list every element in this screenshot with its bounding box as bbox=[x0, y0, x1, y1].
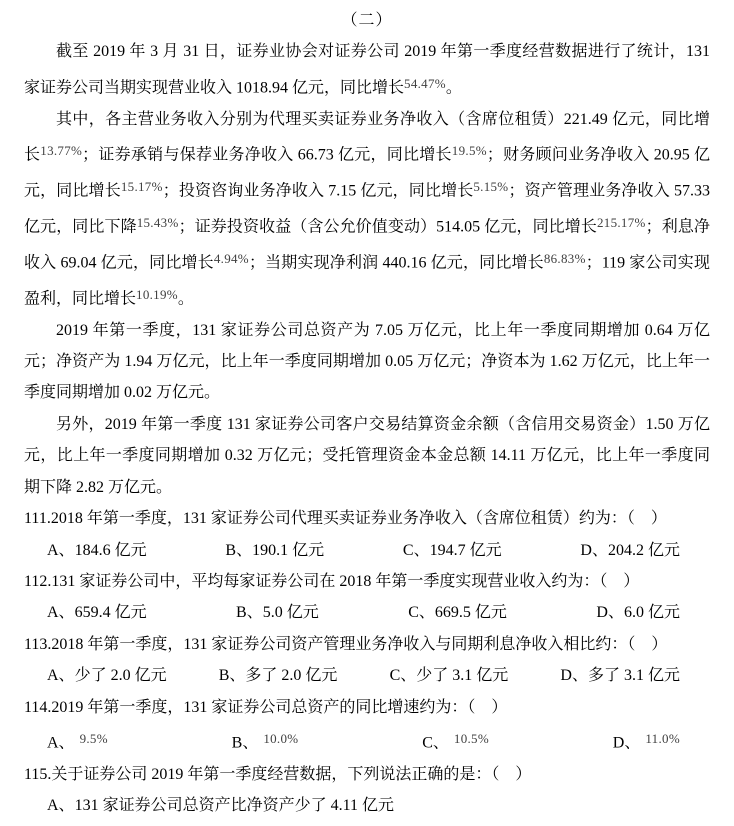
option-label: B、 bbox=[231, 734, 259, 752]
text-run: ；119 家公司实现盈利，同比增长 bbox=[24, 254, 710, 308]
option-D bbox=[560, 660, 680, 691]
option-label: D、 bbox=[560, 667, 588, 685]
percent-superscript: 4.94% bbox=[213, 250, 249, 266]
option-value: 少了 3.1 亿元 bbox=[416, 667, 509, 685]
option-C bbox=[390, 660, 509, 691]
option-label: B、 bbox=[236, 604, 263, 622]
option-B bbox=[219, 660, 338, 691]
text-run: ；证券投资收益（含公允价值变动）514.05 亿元，同比增长 bbox=[178, 218, 597, 236]
option-A bbox=[47, 797, 394, 814]
option-D bbox=[580, 535, 680, 566]
text-run: 2019 年第一季度，131 家证券公司总资产为 7.05 万亿元，比上年一季度同期增加 0.64 万亿元；净资产为 1.94 万亿元，比上年一季度同期增加 0.05 万亿元；净资本为 1.62 万亿元，比上年一季度同期增加 0.02 万亿元。 bbox=[24, 321, 710, 402]
option-label: A、 bbox=[47, 604, 75, 622]
percent-superscript: 86.83% bbox=[543, 250, 586, 266]
option-C bbox=[422, 723, 489, 759]
option-label: D、 bbox=[596, 604, 624, 622]
text-run: ；当期实现净利润 440.16 亿元，同比增长 bbox=[248, 254, 544, 272]
option-value: 184.6 亿元 bbox=[74, 541, 147, 559]
question-115 bbox=[24, 759, 710, 822]
text-run: 。 bbox=[445, 79, 462, 97]
text-run: ；资产管理业务净收入 57.33 亿元，同比下降 bbox=[24, 182, 710, 236]
question-111 bbox=[24, 503, 710, 566]
option-value: 194.7 亿元 bbox=[429, 541, 502, 559]
text-run: ；利息净收入 69.04 亿元，同比增长 bbox=[24, 218, 710, 272]
option-row bbox=[24, 597, 710, 628]
percent-superscript: 10.19% bbox=[136, 286, 178, 302]
question-113 bbox=[24, 629, 710, 692]
option-value: 669.5 亿元 bbox=[434, 604, 507, 622]
text-run: 其中，各主营业务收入分别为代理买卖证券业务净收入（含席位租赁）221.49 亿元，同比增长 bbox=[24, 110, 710, 164]
body-paragraph bbox=[24, 36, 710, 103]
option-value: 659.4 亿元 bbox=[74, 604, 147, 622]
option-label: A、 bbox=[47, 734, 75, 752]
text-run: 另外，2019 年第一季度 131 家证券公司客户交易结算资金余额（含信用交易资金）1.50 万亿元，比上年一季度同期增加 0.32 万亿元；受托管理资金本金总额 14.11 万亿元，比上年一季度同期下降 2.82 万亿元。 bbox=[24, 415, 710, 496]
percent-superscript: 19.5% bbox=[451, 143, 487, 159]
option-row bbox=[24, 660, 710, 691]
option-value: 6.0 亿元 bbox=[623, 604, 680, 622]
option-value: 9.5% bbox=[79, 730, 108, 746]
option-label: C、 bbox=[389, 667, 417, 685]
text-run: 截至 2019 年 3 月 31 日，证券业协会对证券公司 2019 年第一季度经营数据进行了统计，131 家证券公司当期实现营业收入 1018.94 亿元，同比增长 bbox=[24, 43, 710, 97]
percent-superscript: 15.43% bbox=[136, 214, 179, 230]
option-A bbox=[47, 723, 108, 759]
text-run: ；投资咨询业务净收入 7.15 亿元，同比增长 bbox=[162, 182, 474, 200]
percent-superscript: 5.15% bbox=[473, 179, 509, 195]
question-list bbox=[24, 503, 710, 822]
option-label: D、 bbox=[580, 541, 608, 559]
section-title: （二） bbox=[341, 12, 393, 29]
option-A bbox=[47, 660, 167, 691]
intro-paragraphs bbox=[24, 36, 710, 503]
option-label: C、 bbox=[408, 604, 435, 622]
text-run: ；证券承销与保荐业务净收入 66.73 亿元，同比增长 bbox=[82, 146, 452, 164]
option-row bbox=[24, 723, 710, 759]
option-label: B、 bbox=[218, 667, 246, 685]
option-label: A、 bbox=[47, 541, 75, 559]
option-label: B、 bbox=[225, 541, 253, 559]
option-B bbox=[236, 597, 319, 628]
option-value: 少了 2.0 亿元 bbox=[74, 667, 167, 685]
text-run: ；财务顾问业务净收入 20.95 亿元，同比增长 bbox=[24, 146, 710, 200]
body-paragraph bbox=[24, 104, 710, 315]
option-D bbox=[596, 597, 680, 628]
question-114 bbox=[24, 692, 710, 759]
percent-superscript: 215.17% bbox=[596, 214, 646, 230]
option-value: 10.0% bbox=[263, 730, 299, 746]
option-value: 5.0 亿元 bbox=[262, 604, 319, 622]
option-A bbox=[47, 535, 147, 566]
percent-superscript: 13.77% bbox=[40, 143, 83, 159]
text-run: 。 bbox=[177, 290, 194, 308]
body-paragraph bbox=[24, 315, 710, 409]
option-value: 131 家证券公司总资产比净资产少了 4.11 亿元 bbox=[74, 797, 394, 815]
body-paragraph bbox=[24, 409, 710, 503]
option-C bbox=[403, 535, 502, 566]
question-stem: 112.131 家证券公司中，平均每家证券公司在 2018 年第一季度实现营业收入约为：（ ） bbox=[24, 572, 640, 590]
question-stem: 115.关于证券公司 2019 年第一季度经营数据，下列说法正确的是：（ ） bbox=[24, 765, 532, 783]
question-stem: 113.2018 年第一季度，131 家证券公司资产管理业务净收入与同期利息净收入相比约：（ ） bbox=[24, 635, 668, 653]
option-value: 多了 3.1 亿元 bbox=[587, 667, 680, 685]
option-value: 11.0% bbox=[645, 730, 680, 746]
option-value: 10.5% bbox=[453, 730, 489, 746]
option-label: A、 bbox=[47, 667, 75, 685]
percent-superscript: 15.17% bbox=[120, 179, 163, 195]
question-stem: 111.2018 年第一季度，131 家证券公司代理买卖证券业务净收入（含席位租赁）约为：（ ） bbox=[24, 510, 667, 528]
option-label: C、 bbox=[402, 541, 430, 559]
option-value: 多了 2.0 亿元 bbox=[245, 667, 338, 685]
option-D bbox=[613, 723, 680, 759]
question-112 bbox=[24, 566, 710, 629]
percent-superscript: 54.47% bbox=[404, 75, 446, 91]
option-row bbox=[24, 790, 710, 821]
question-stem: 114.2019 年第一季度，131 家证券公司总资产的同比增速约为：（ ） bbox=[24, 698, 508, 716]
option-label: C、 bbox=[422, 734, 449, 752]
option-B bbox=[225, 535, 324, 566]
option-value: 190.1 亿元 bbox=[252, 541, 325, 559]
option-C bbox=[408, 597, 507, 628]
option-B bbox=[232, 723, 299, 759]
option-row bbox=[24, 535, 710, 566]
option-A bbox=[47, 597, 147, 628]
option-label: D、 bbox=[612, 734, 641, 752]
option-value: 204.2 亿元 bbox=[607, 541, 680, 559]
option-label: A、 bbox=[47, 797, 75, 815]
